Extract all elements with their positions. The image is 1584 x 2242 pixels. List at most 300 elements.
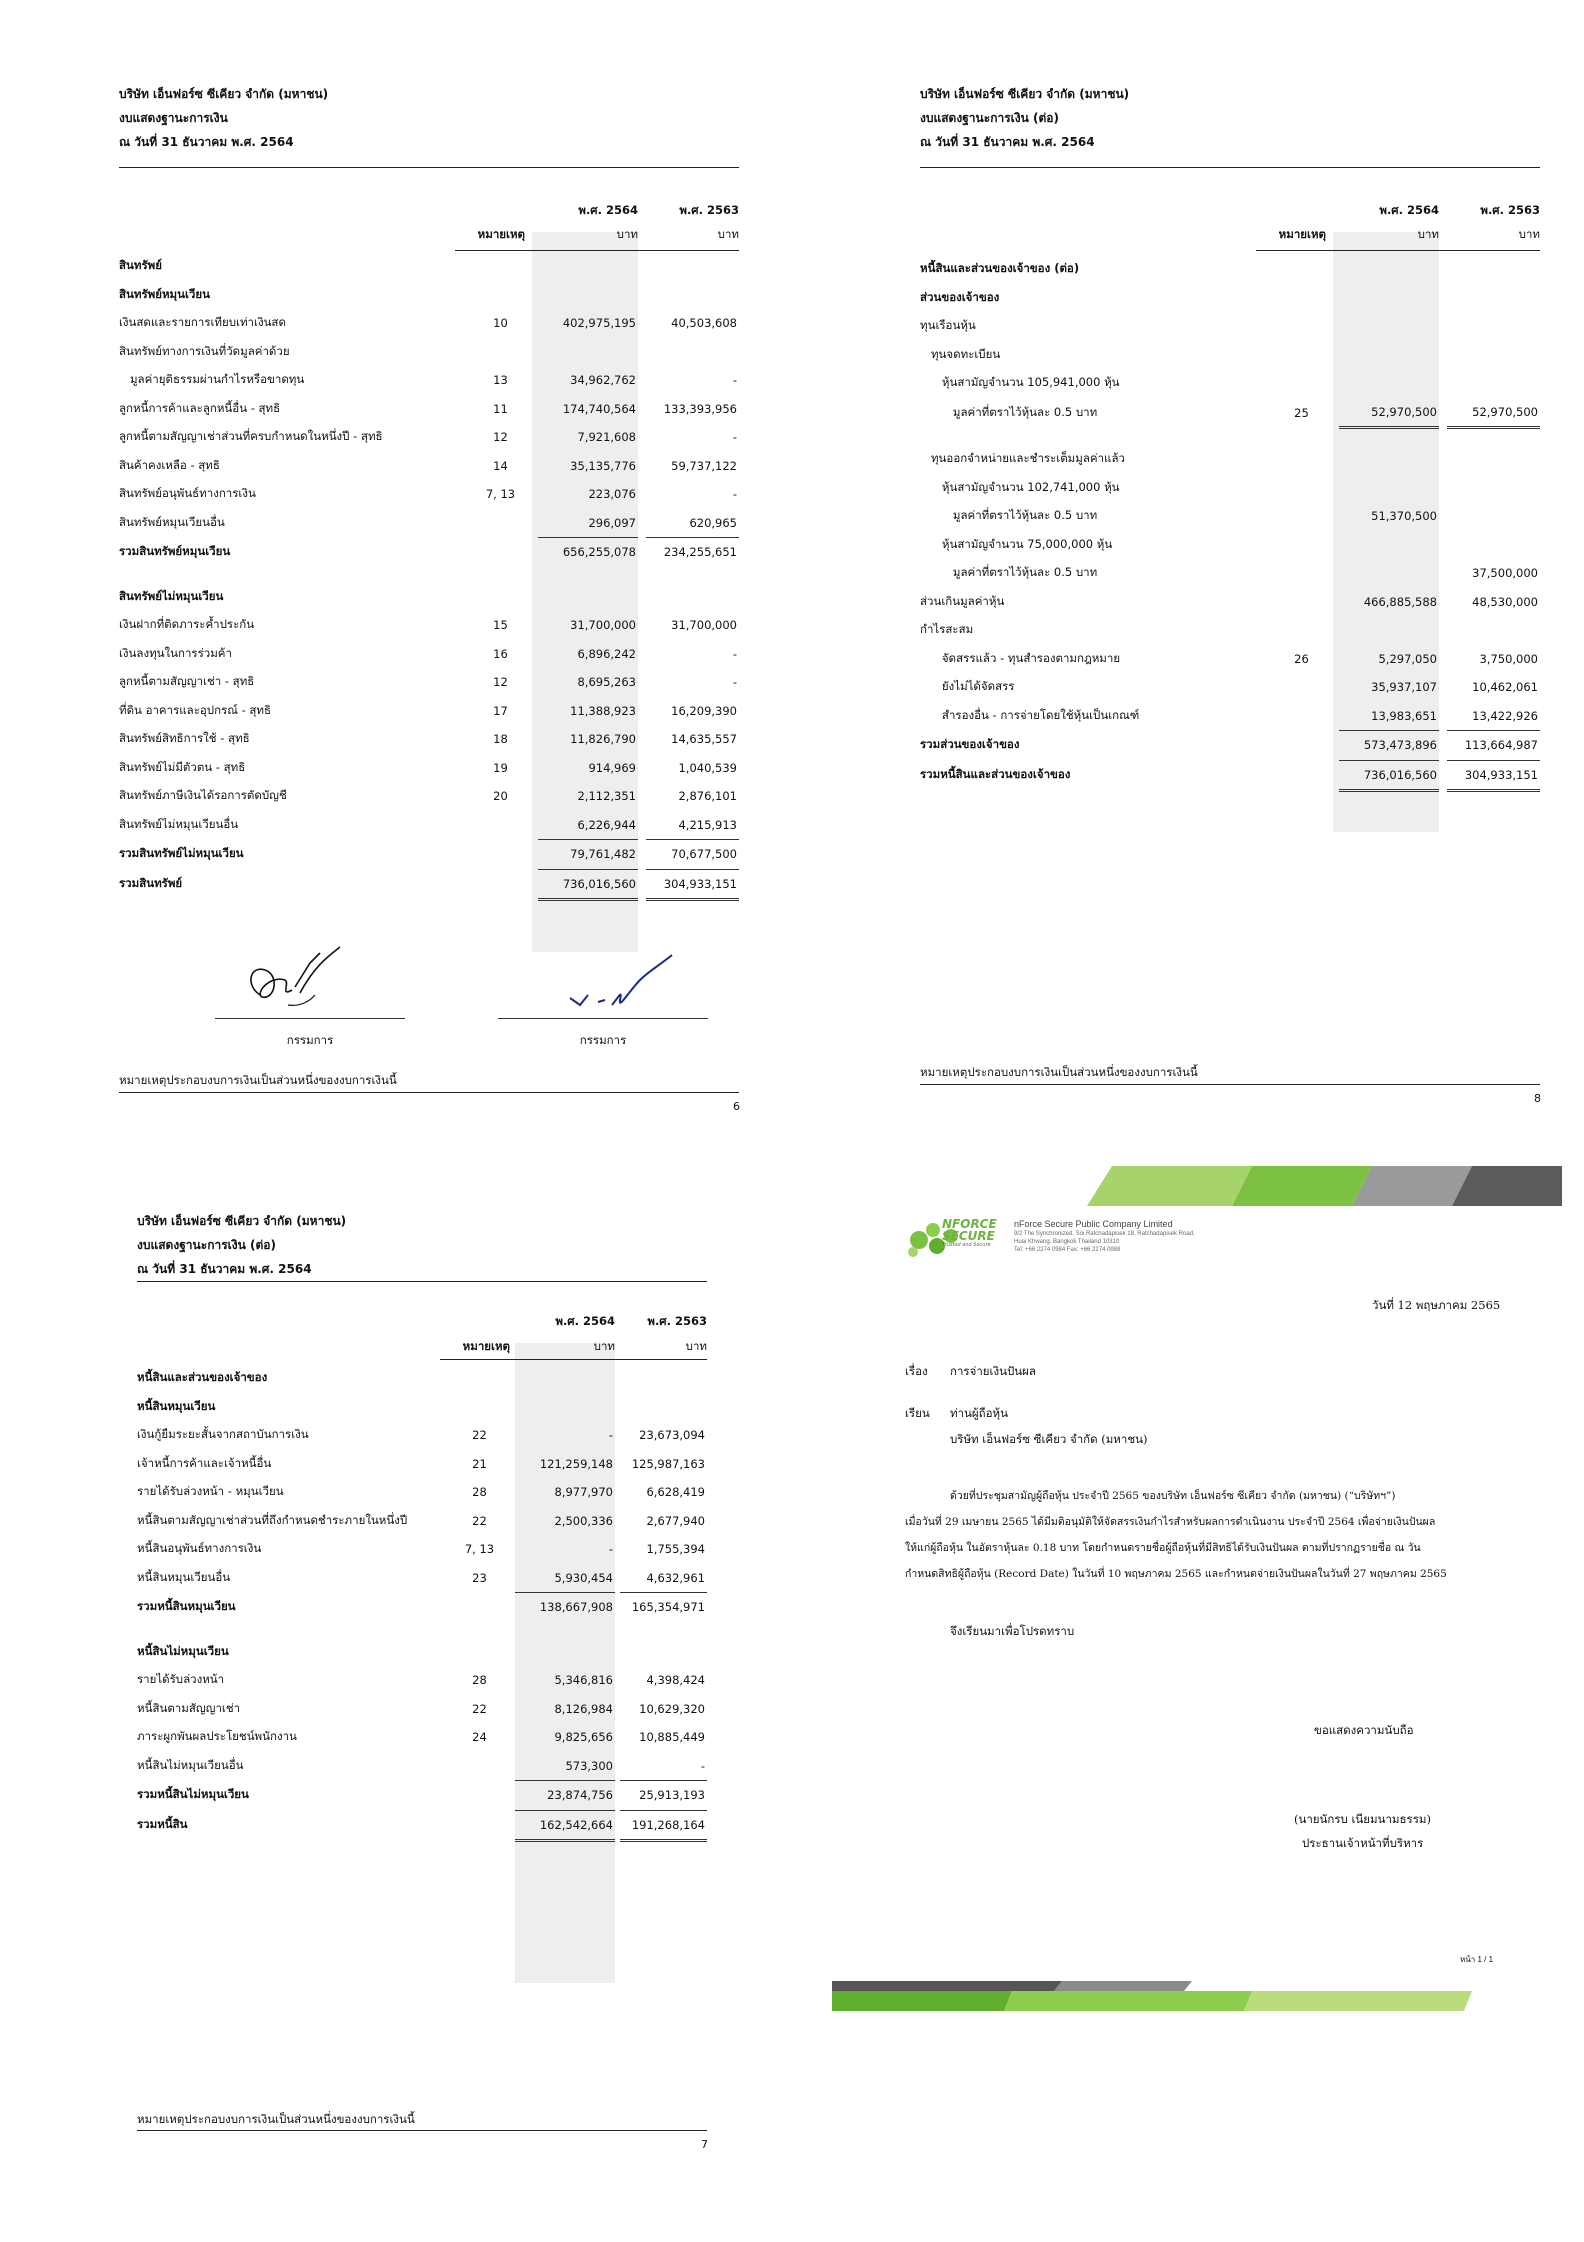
row-value-current: 402,975,195: [562, 316, 636, 331]
row-value-current: 736,016,560: [538, 869, 638, 900]
spacer-cell: [638, 480, 646, 509]
table-row: [119, 725, 739, 754]
spacer-cell: [1439, 588, 1447, 617]
table-row: [119, 697, 739, 726]
row-value-current: 9,825,656: [554, 1730, 613, 1745]
row-note: [447, 1593, 512, 1622]
table-row: [920, 474, 1540, 503]
spacer-cell: [1439, 559, 1447, 588]
row-value-current: 52,970,500: [1339, 398, 1439, 428]
row-note: [447, 1622, 512, 1638]
col-unit1: บาท: [616, 227, 638, 241]
row-note: [469, 281, 532, 310]
row-note: 14: [493, 458, 508, 473]
row-label: รวมสินทรัพย์: [119, 876, 183, 891]
row-note: 24: [472, 1730, 487, 1745]
row-value-current: 573,300: [565, 1758, 613, 1773]
page-number: 6: [733, 1100, 740, 1113]
col-year1: พ.ศ. 2564: [578, 203, 638, 217]
table-row: [119, 640, 739, 669]
row-value-prior: [1447, 616, 1540, 645]
row-value-prior: 191,268,164: [620, 1810, 707, 1841]
table-row: [137, 1450, 707, 1479]
row-note: [1270, 588, 1333, 617]
row-note: 16: [493, 646, 508, 661]
liabilities-table: [137, 1364, 707, 1842]
row-note: [1270, 428, 1333, 446]
row-value-current: [515, 1638, 615, 1667]
spacer-cell: [638, 697, 646, 726]
spacer-cell: [1439, 428, 1447, 446]
header-rule: [119, 167, 739, 168]
row-value-current: [538, 281, 638, 310]
row-label: หนี้สินอนุพันธ์ทางการเงิน: [137, 1541, 262, 1556]
row-value-current: 466,885,588: [1363, 594, 1437, 609]
row-value-prior: -: [732, 373, 737, 388]
row-note: [1270, 673, 1333, 702]
row-label: หนี้สินและส่วนของเจ้าของ (ต่อ): [920, 261, 1080, 276]
statement-date: ณ วันที่ 31 ธันวาคม พ.ศ. 2564: [137, 1262, 312, 1276]
footer-rule: [119, 1092, 739, 1093]
row-value-prior: 48,530,000: [1472, 594, 1538, 609]
spacer-cell: [1439, 616, 1447, 645]
company-name: บริษัท เอ็นฟอร์ซ ซีเคียว จำกัด (มหาชน): [920, 87, 1130, 101]
table-row: [920, 588, 1540, 617]
row-label: ยังไม่ได้จัดสรร: [920, 679, 1015, 694]
row-label: เงินฝากที่ติดภาระค้ำประกัน: [119, 617, 255, 632]
col-unit2: บาท: [685, 1339, 707, 1353]
table-row: [137, 1781, 707, 1811]
row-label: [137, 1622, 447, 1638]
company-name: บริษัท เอ็นฟอร์ซ ซีเคียว จำกัด (มหาชน): [119, 87, 329, 101]
row-label: ส่วนเกินมูลค่าหุ้น: [920, 593, 1005, 608]
brand-bottom: SECURE: [942, 1229, 995, 1243]
col-head-rule: [440, 1359, 707, 1360]
footer-note: หมายเหตุประกอบงบการเงินเป็นส่วนหนึ่งของงบการเงินนี้: [137, 2112, 415, 2126]
row-note: 28: [472, 1485, 487, 1500]
row-value-prior: 4,398,424: [646, 1673, 705, 1688]
regards-line: ขอแสดงความนับถือ: [1314, 1723, 1414, 1737]
row-label: สินทรัพย์ภาษีเงินได้รอการตัดบัญชี: [119, 788, 287, 803]
row-label: ลูกหนี้ตามสัญญาเช่า - สุทธิ: [119, 674, 255, 689]
row-value-prior: 70,677,500: [646, 840, 739, 870]
row-value-current: 7,921,608: [577, 430, 636, 445]
table-row: [920, 369, 1540, 398]
row-value-prior: 1,755,394: [646, 1542, 705, 1557]
table-row: [137, 1622, 707, 1638]
row-value-prior: [620, 1638, 707, 1667]
row-value-current: 736,016,560: [1339, 760, 1439, 791]
row-note: [469, 567, 532, 583]
row-value-prior: 2,876,101: [678, 789, 737, 804]
table-row: [920, 502, 1540, 531]
row-label: ภาระผูกพันผลประโยชน์พนักงาน: [137, 1729, 297, 1744]
row-value-current: [1339, 341, 1439, 370]
row-value-current: 35,135,776: [570, 458, 636, 473]
row-value-current: [1339, 445, 1439, 474]
address-line-2: Huai Khwang, Bangkok Thailand 10310: [1014, 1239, 1120, 1245]
signature-line-1: [215, 1018, 405, 1019]
row-note: [1270, 731, 1333, 761]
spacer-cell: [1439, 474, 1447, 503]
row-note: 7, 13: [485, 487, 516, 502]
row-value-current: [538, 567, 638, 583]
spacer-cell: [1439, 502, 1447, 531]
table-row: [920, 673, 1540, 702]
table-row: [119, 509, 739, 538]
row-note: 22: [472, 1428, 487, 1443]
row-label: จัดสรรแล้ว - ทุนสำรองตามกฎหมาย: [920, 650, 1121, 665]
table-row: [119, 869, 739, 900]
spacer-cell: [638, 640, 646, 669]
row-note: [469, 509, 532, 538]
table-row: [137, 1535, 707, 1564]
row-note: [1270, 369, 1333, 398]
statement-title: งบแสดงฐานะการเงิน (ต่อ): [137, 1238, 276, 1252]
row-value-prior: 234,255,651: [646, 538, 739, 567]
row-value-current: 13,983,651: [1371, 708, 1437, 723]
col-year2: พ.ศ. 2563: [647, 1314, 707, 1328]
table-row: [119, 366, 739, 395]
table-row: [119, 281, 739, 310]
row-value-current: [1339, 428, 1439, 446]
table-row: [119, 583, 739, 612]
header-rule: [137, 1281, 707, 1282]
spacer-cell: [638, 725, 646, 754]
row-note: [469, 538, 532, 567]
spacer-cell: [638, 668, 646, 697]
closing-line: จึงเรียนมาเพื่อโปรดทราบ: [950, 1624, 1075, 1638]
row-label: รวมหนี้สินไม่หมุนเวียน: [137, 1787, 249, 1802]
spacer-cell: [1439, 369, 1447, 398]
director-label-2: กรรมการ: [579, 1033, 627, 1047]
company-name: บริษัท เอ็นฟอร์ซ ซีเคียว จำกัด (มหาชน): [137, 1214, 347, 1228]
spacer-cell: [1439, 255, 1447, 284]
subject-label: เรื่อง: [905, 1364, 928, 1378]
row-note: [447, 1810, 512, 1841]
row-note: [1270, 312, 1333, 341]
row-label: สินทรัพย์ทางการเงินที่วัดมูลค่าด้วย: [119, 343, 290, 358]
row-label: เงินลงทุนในการร่วมค้า: [119, 645, 232, 660]
row-label: ส่วนของเจ้าของ: [920, 289, 1000, 304]
row-note: [1270, 502, 1333, 531]
page-number: 8: [1534, 1092, 1541, 1105]
row-value-current: 573,473,896: [1339, 731, 1439, 761]
signature-line-2: [498, 1018, 708, 1019]
spacer-cell: [1439, 731, 1447, 761]
row-label: ที่ดิน อาคารและอุปกรณ์ - สุทธิ: [119, 702, 271, 717]
row-value-prior: [1447, 474, 1540, 503]
table-row: [137, 1478, 707, 1507]
row-label: สำรองอื่น - การจ่ายโดยใช้หุ้นเป็นเกณฑ์: [920, 708, 1140, 722]
row-value-current: 5,297,050: [1378, 651, 1437, 666]
table-row: [137, 1752, 707, 1781]
spacer-cell: [638, 538, 646, 567]
row-note: [1270, 760, 1333, 791]
page-7: [0, 1121, 792, 2242]
col-head-rule: [455, 250, 739, 251]
director-label-1: กรรมการ: [286, 1033, 334, 1047]
table-row: [920, 445, 1540, 474]
row-value-current: 34,962,762: [570, 373, 636, 388]
row-value-current: 6,226,944: [577, 817, 636, 832]
table-row: [119, 395, 739, 424]
row-label: รวมหนี้สิน: [137, 1817, 188, 1832]
row-value-prior: [1447, 341, 1540, 370]
contact-line: Tel: +66 2274 0984 Fax: +66 2274 0988: [1014, 1247, 1121, 1253]
body-line-1: ด้วยที่ประชุมสามัญผู้ถือหุ้น ประจำปี 2565 ของบริษัท เอ็นฟอร์ซ ซีเคียว จำกัด (มหาชน) (“บริษัทฯ”): [950, 1490, 1396, 1502]
spacer-cell: [1439, 760, 1447, 791]
to-line-2: บริษัท เอ็นฟอร์ซ ซีเคียว จำกัด (มหาชน): [950, 1432, 1148, 1446]
row-value-current: 8,695,263: [577, 675, 636, 690]
row-value-prior: 3,750,000: [1479, 651, 1538, 666]
row-value-prior: 620,965: [689, 515, 737, 530]
page-6: [0, 0, 792, 1121]
body-line-3: ให้แก่ผู้ถือหุ้น ในอัตราหุ้นละ 0.18 บาท โดยกำหนดรายชื่อผู้ถือหุ้นที่มีสิทธิได้รับเงินปันผล ตามที่ปรากฏรายชื่อ ณ วัน: [905, 1542, 1421, 1554]
footer-rule: [137, 2130, 707, 2131]
row-note: 23: [472, 1571, 487, 1585]
row-label: เจ้าหนี้การค้าและเจ้าหนี้อื่น: [137, 1455, 272, 1470]
row-value-prior: 304,933,151: [1447, 760, 1540, 791]
spacer-cell: [1439, 702, 1447, 731]
footer-note: หมายเหตุประกอบงบการเงินเป็นส่วนหนึ่งของงบการเงินนี้: [119, 1073, 397, 1087]
row-value-current: 23,874,756: [515, 1781, 615, 1811]
table-row: [137, 1564, 707, 1593]
row-note: [469, 583, 532, 612]
spacer-cell: [638, 423, 646, 452]
table-row: [920, 702, 1540, 731]
col-note: หมายเหตุ: [462, 1339, 510, 1353]
table-row: [920, 398, 1540, 428]
col-note: หมายเหตุ: [1278, 227, 1326, 241]
col-year2: พ.ศ. 2563: [679, 203, 739, 217]
row-note: [447, 1638, 512, 1667]
row-note: [469, 840, 532, 870]
table-row: [119, 840, 739, 870]
table-row: [137, 1638, 707, 1667]
row-value-prior: 4,632,961: [646, 1570, 705, 1585]
row-value-current: [1339, 531, 1439, 560]
col-year2: พ.ศ. 2563: [1480, 203, 1540, 217]
spacer-cell: [638, 452, 646, 481]
row-value-current: 31,700,000: [570, 618, 636, 633]
row-value-current: [515, 1393, 615, 1422]
row-note: [447, 1752, 512, 1781]
row-value-current: 6,896,242: [577, 646, 636, 661]
row-value-prior: 37,500,000: [1472, 566, 1538, 581]
row-label: รายได้รับล่วงหน้า: [137, 1672, 225, 1687]
row-label: หุ้นสามัญจำนวน 102,741,000 หุ้น: [920, 479, 1120, 494]
table-row: [119, 567, 739, 583]
row-label: รวมส่วนของเจ้าของ: [920, 737, 1020, 752]
row-value-prior: [1447, 428, 1540, 446]
col-year1: พ.ศ. 2564: [1379, 203, 1439, 217]
row-value-prior: 59,737,122: [671, 458, 737, 473]
row-label: หนี้สินและส่วนของเจ้าของ: [137, 1370, 268, 1385]
statement-title: งบแสดงฐานะการเงิน: [119, 111, 228, 125]
table-row: [119, 611, 739, 640]
row-value-current: 5,346,816: [554, 1673, 613, 1688]
spacer-cell: [638, 782, 646, 811]
row-value-prior: [646, 583, 739, 612]
row-note: 19: [493, 760, 508, 775]
spacer-cell: [638, 366, 646, 395]
row-value-prior: [1447, 284, 1540, 313]
row-note: [469, 252, 532, 281]
spacer-cell: [1439, 445, 1447, 474]
table-row: [920, 428, 1540, 446]
row-value-current: 296,097: [588, 515, 636, 530]
row-note: 7, 13: [464, 1542, 495, 1557]
row-value-prior: -: [732, 675, 737, 690]
row-value-current: [538, 583, 638, 612]
spacer-cell: [638, 840, 646, 870]
row-value-current: 35,937,107: [1371, 680, 1437, 695]
row-label: สินทรัพย์: [119, 258, 162, 273]
row-note: [1270, 531, 1333, 560]
bottom-banner: [832, 1981, 1472, 2011]
row-label: หนี้สินตามสัญญาเช่าส่วนที่ถึงกำหนดชำระภายในหนึ่งปี: [137, 1512, 408, 1527]
spacer-cell: [638, 395, 646, 424]
row-value-prior: 10,462,061: [1472, 680, 1538, 695]
row-label: หนี้สินไม่หมุนเวียน: [137, 1643, 229, 1658]
row-label: ทุนจดทะเบียน: [920, 346, 1001, 361]
spacer-cell: [638, 509, 646, 538]
row-value-current: 656,255,078: [538, 538, 638, 567]
table-row: [119, 338, 739, 367]
row-value-prior: 113,664,987: [1447, 731, 1540, 761]
table-row: [137, 1364, 707, 1393]
director-signature-1: [240, 935, 350, 1015]
row-label: ลูกหนี้ตามสัญญาเช่าส่วนที่ครบกำหนดในหนึ่งปี - สุทธิ: [119, 429, 383, 444]
row-label: สินทรัพย์หมุนเวียน: [119, 286, 210, 301]
page-number: 7: [701, 2138, 708, 2151]
row-note: [447, 1364, 512, 1393]
row-value-current: [515, 1622, 615, 1638]
row-value-current: [1339, 616, 1439, 645]
row-value-prior: 13,422,926: [1472, 708, 1538, 723]
table-row: [920, 731, 1540, 761]
row-note: 22: [472, 1513, 487, 1528]
page-8: [792, 0, 1584, 1121]
row-label: มูลค่าที่ตราไว้หุ้นละ 0.5 บาท: [920, 404, 1098, 419]
table-row: [119, 452, 739, 481]
row-note: 18: [493, 732, 508, 747]
row-note: 11: [493, 401, 508, 416]
row-label: สินค้าคงเหลือ - สุทธิ: [119, 457, 220, 472]
row-note: [1270, 616, 1333, 645]
row-note: [1270, 284, 1333, 313]
row-value-prior: 40,503,608: [671, 316, 737, 331]
spacer-cell: [1439, 673, 1447, 702]
row-value-prior: 125,987,163: [631, 1456, 705, 1471]
row-value-prior: [1447, 531, 1540, 560]
row-value-current: 138,667,908: [515, 1593, 615, 1622]
row-label: หนี้สินหมุนเวียน: [137, 1398, 216, 1413]
table-row: [119, 423, 739, 452]
table-row: [119, 811, 739, 840]
row-label: หุ้นสามัญจำนวน 75,000,000 หุ้น: [920, 536, 1113, 551]
row-note: 21: [472, 1456, 487, 1471]
row-note: [447, 1781, 512, 1811]
table-row: [137, 1723, 707, 1752]
footer-note: หมายเหตุประกอบงบการเงินเป็นส่วนหนึ่งของงบการเงินนี้: [920, 1065, 1198, 1079]
signer-title: ประธานเจ้าหน้าที่บริหาร: [1302, 1836, 1424, 1850]
col-note: หมายเหตุ: [477, 227, 525, 241]
row-label: เงินสดและรายการเทียบเท่าเงินสด: [119, 315, 286, 330]
spacer-cell: [1439, 531, 1447, 560]
assets-table: [119, 252, 739, 901]
row-value-prior: 23,673,094: [639, 1428, 705, 1443]
row-value-current: 8,977,970: [554, 1485, 613, 1500]
table-row: [920, 341, 1540, 370]
row-value-prior: 16,209,390: [671, 703, 737, 718]
row-note: 25: [1294, 405, 1309, 420]
row-note: [1270, 445, 1333, 474]
brand-top: NFORCE: [942, 1217, 997, 1231]
row-value-current: -: [608, 1542, 613, 1557]
row-label: สินทรัพย์ไม่หมุนเวียน: [119, 588, 224, 603]
row-label: รวมสินทรัพย์ไม่หมุนเวียน: [119, 846, 244, 861]
table-row: [920, 284, 1540, 313]
spacer-cell: [1439, 312, 1447, 341]
col-unit2: บาท: [717, 227, 739, 241]
row-label: สินทรัพย์อนุพันธ์ทางการเงิน: [119, 486, 256, 501]
row-value-current: 223,076: [588, 487, 636, 502]
company-name-en: nForce Secure Public Company Limited: [1014, 1219, 1173, 1229]
row-value-current: [1339, 284, 1439, 313]
spacer-cell: [638, 811, 646, 840]
spacer-cell: [638, 309, 646, 338]
dividend-letter: [792, 1121, 1584, 2242]
spacer-cell: [638, 611, 646, 640]
row-value-prior: 1,040,539: [678, 760, 737, 775]
row-label: รวมหนี้สินและส่วนของเจ้าของ: [920, 767, 1071, 782]
row-value-current: 2,500,336: [554, 1513, 613, 1528]
table-row: [119, 782, 739, 811]
row-note: 17: [493, 703, 508, 718]
spacer-cell: [1439, 645, 1447, 674]
brand-tagline: Trusted and Secure: [942, 1242, 991, 1248]
table-row: [920, 559, 1540, 588]
equity-table: [920, 255, 1540, 792]
row-value-current: [515, 1364, 615, 1393]
table-row: [119, 252, 739, 281]
spacer-cell: [638, 583, 646, 612]
row-note: 12: [493, 430, 508, 445]
spacer-cell: [638, 281, 646, 310]
row-value-current: 5,930,454: [554, 1570, 613, 1585]
row-value-current: 11,388,923: [570, 703, 636, 718]
top-banner: [872, 1166, 1562, 1211]
row-label: เงินกู้ยืมระยะสั้นจากสถาบันการเงิน: [137, 1427, 309, 1442]
spacer-cell: [1439, 398, 1447, 428]
row-value-prior: -: [700, 1758, 705, 1773]
table-row: [137, 1695, 707, 1724]
row-label: หนี้สินตามสัญญาเช่า: [137, 1700, 241, 1715]
row-label: หนี้สินหมุนเวียนอื่น: [137, 1570, 231, 1584]
row-value-prior: [646, 281, 739, 310]
row-value-prior: 304,933,151: [646, 869, 739, 900]
row-value-prior: 10,629,320: [639, 1701, 705, 1716]
row-label: สินทรัพย์หมุนเวียนอื่น: [119, 515, 225, 529]
row-value-current: [1339, 369, 1439, 398]
row-label: มูลค่ายุติธรรมผ่านกำไรหรือขาดทุน: [119, 372, 305, 387]
row-value-prior: 10,885,449: [639, 1730, 705, 1745]
row-value-current: 914,969: [588, 760, 636, 775]
row-value-current: 162,542,664: [515, 1810, 615, 1841]
row-value-prior: 25,913,193: [620, 1781, 707, 1811]
